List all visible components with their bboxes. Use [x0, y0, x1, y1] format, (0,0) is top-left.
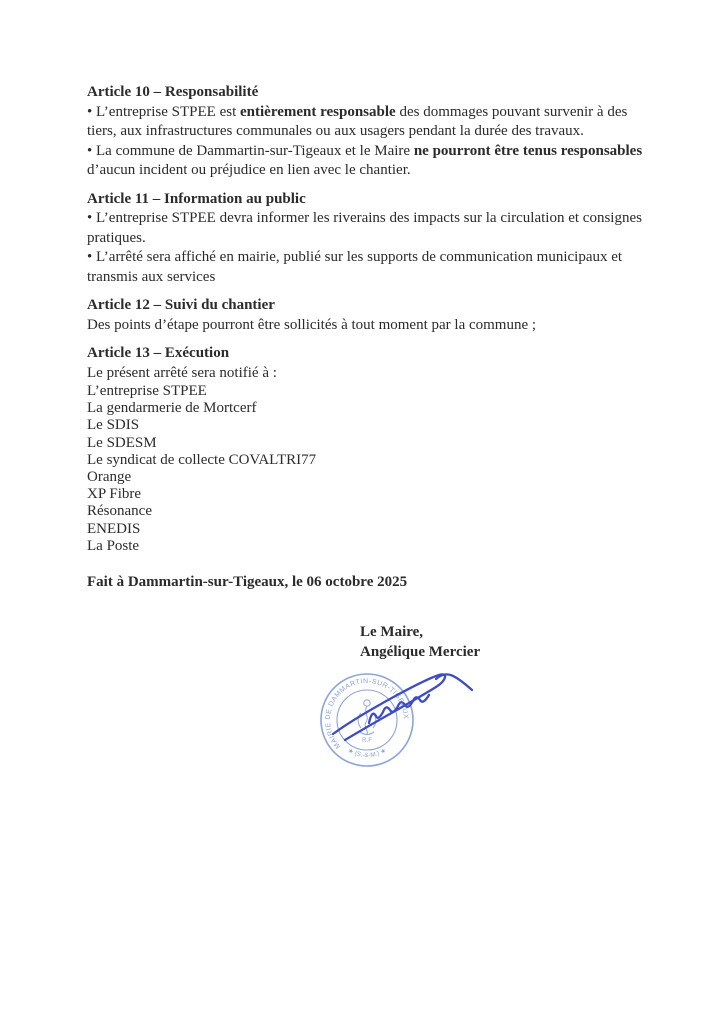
body-text-line: [87, 364, 697, 384]
articles: [87, 83, 697, 564]
article-heading: Article 10 – Responsabilité: [87, 84, 259, 100]
article-heading: Article 13 – Exécution: [87, 345, 230, 361]
body-text: • L’entreprise STPEE est: [87, 103, 241, 120]
article-section-4: [87, 344, 697, 555]
svg-text:★ (S.-&-M.) ★: [347, 747, 388, 759]
body-text-line: [87, 142, 697, 162]
signer-title: Le Maire,: [360, 624, 424, 640]
seal-bottom-text: ★ (S.-&-M.) ★: [346, 747, 388, 760]
body-text: • La commune de Dammartin-sur-Tigeaux et le Maire: [87, 142, 414, 159]
notified-party-item: Résonance: [87, 503, 152, 520]
body-text: • L’arrêté sera affiché en mairie, publié sur les supports de communication municipaux et: [87, 249, 623, 265]
notified-party-item: La Poste: [87, 537, 140, 554]
body-text: tiers, aux infrastructures communales ou aux usagers pendant la durée des travaux.: [87, 123, 584, 139]
body-text-line: [87, 248, 697, 268]
notified-party-item: XP Fibre: [87, 486, 142, 503]
notified-party-item: ENEDIS: [87, 520, 141, 537]
body-text: d’aucun incident ou préjudice en lien avec le chantier.: [87, 162, 411, 178]
seal-rf-text: R.F: [362, 737, 372, 744]
notified-party-item: Le SDIS: [87, 417, 140, 434]
body-text-line: [87, 161, 697, 181]
signature-block: [360, 622, 480, 662]
emphasis-text: ne pourront être tenus responsables: [413, 142, 643, 159]
body-text-line: [87, 268, 697, 288]
body-text: • L’entreprise STPEE devra informer les riverains des impacts sur la circulation et consignes: [87, 210, 642, 226]
body-text: des dommages pouvant survenir à des: [395, 103, 628, 120]
signer-name: Angélique Mercier: [360, 644, 481, 660]
emphasis-text: entièrement responsable: [240, 103, 396, 120]
body-text: pratiques.: [87, 229, 146, 246]
notified-party-item: La gendarmerie de Mortcerf: [87, 400, 257, 417]
body-text-line: [87, 229, 697, 249]
seal-ring-text: MAIRIE DE DAMMARTIN-SUR-TIGEAUX: [324, 678, 410, 750]
body-text: Des points d’étape pourront être sollicités à tout moment par la commune ;: [87, 316, 537, 333]
article-section-3: [87, 296, 697, 335]
notified-party-item: L’entreprise STPEE: [87, 383, 207, 399]
municipal-seal-graphic: [315, 666, 525, 778]
seal-and-signature: [315, 666, 525, 778]
body-text: transmis aux services: [87, 268, 216, 285]
body-text-line: [87, 209, 697, 229]
article-section-2: [87, 190, 697, 288]
body-text: Le présent arrêté sera notifié à :: [87, 364, 277, 381]
body-text-line: [87, 103, 697, 123]
article-heading: Article 12 – Suivi du chantier: [87, 297, 275, 313]
article-heading: Article 11 – Information au public: [87, 190, 306, 207]
body-text-line: [87, 122, 697, 142]
notified-party-item: Orange: [87, 469, 132, 486]
body-text-line: [87, 316, 697, 336]
date-line: Fait à Dammartin-sur-Tigeaux, le 06 octobre 2025: [87, 574, 408, 590]
notified-party-item: Le SDESM: [87, 434, 157, 451]
notified-party-item: Le syndicat de collecte COVALTRI77: [87, 451, 317, 468]
article-section-1: [87, 83, 697, 181]
